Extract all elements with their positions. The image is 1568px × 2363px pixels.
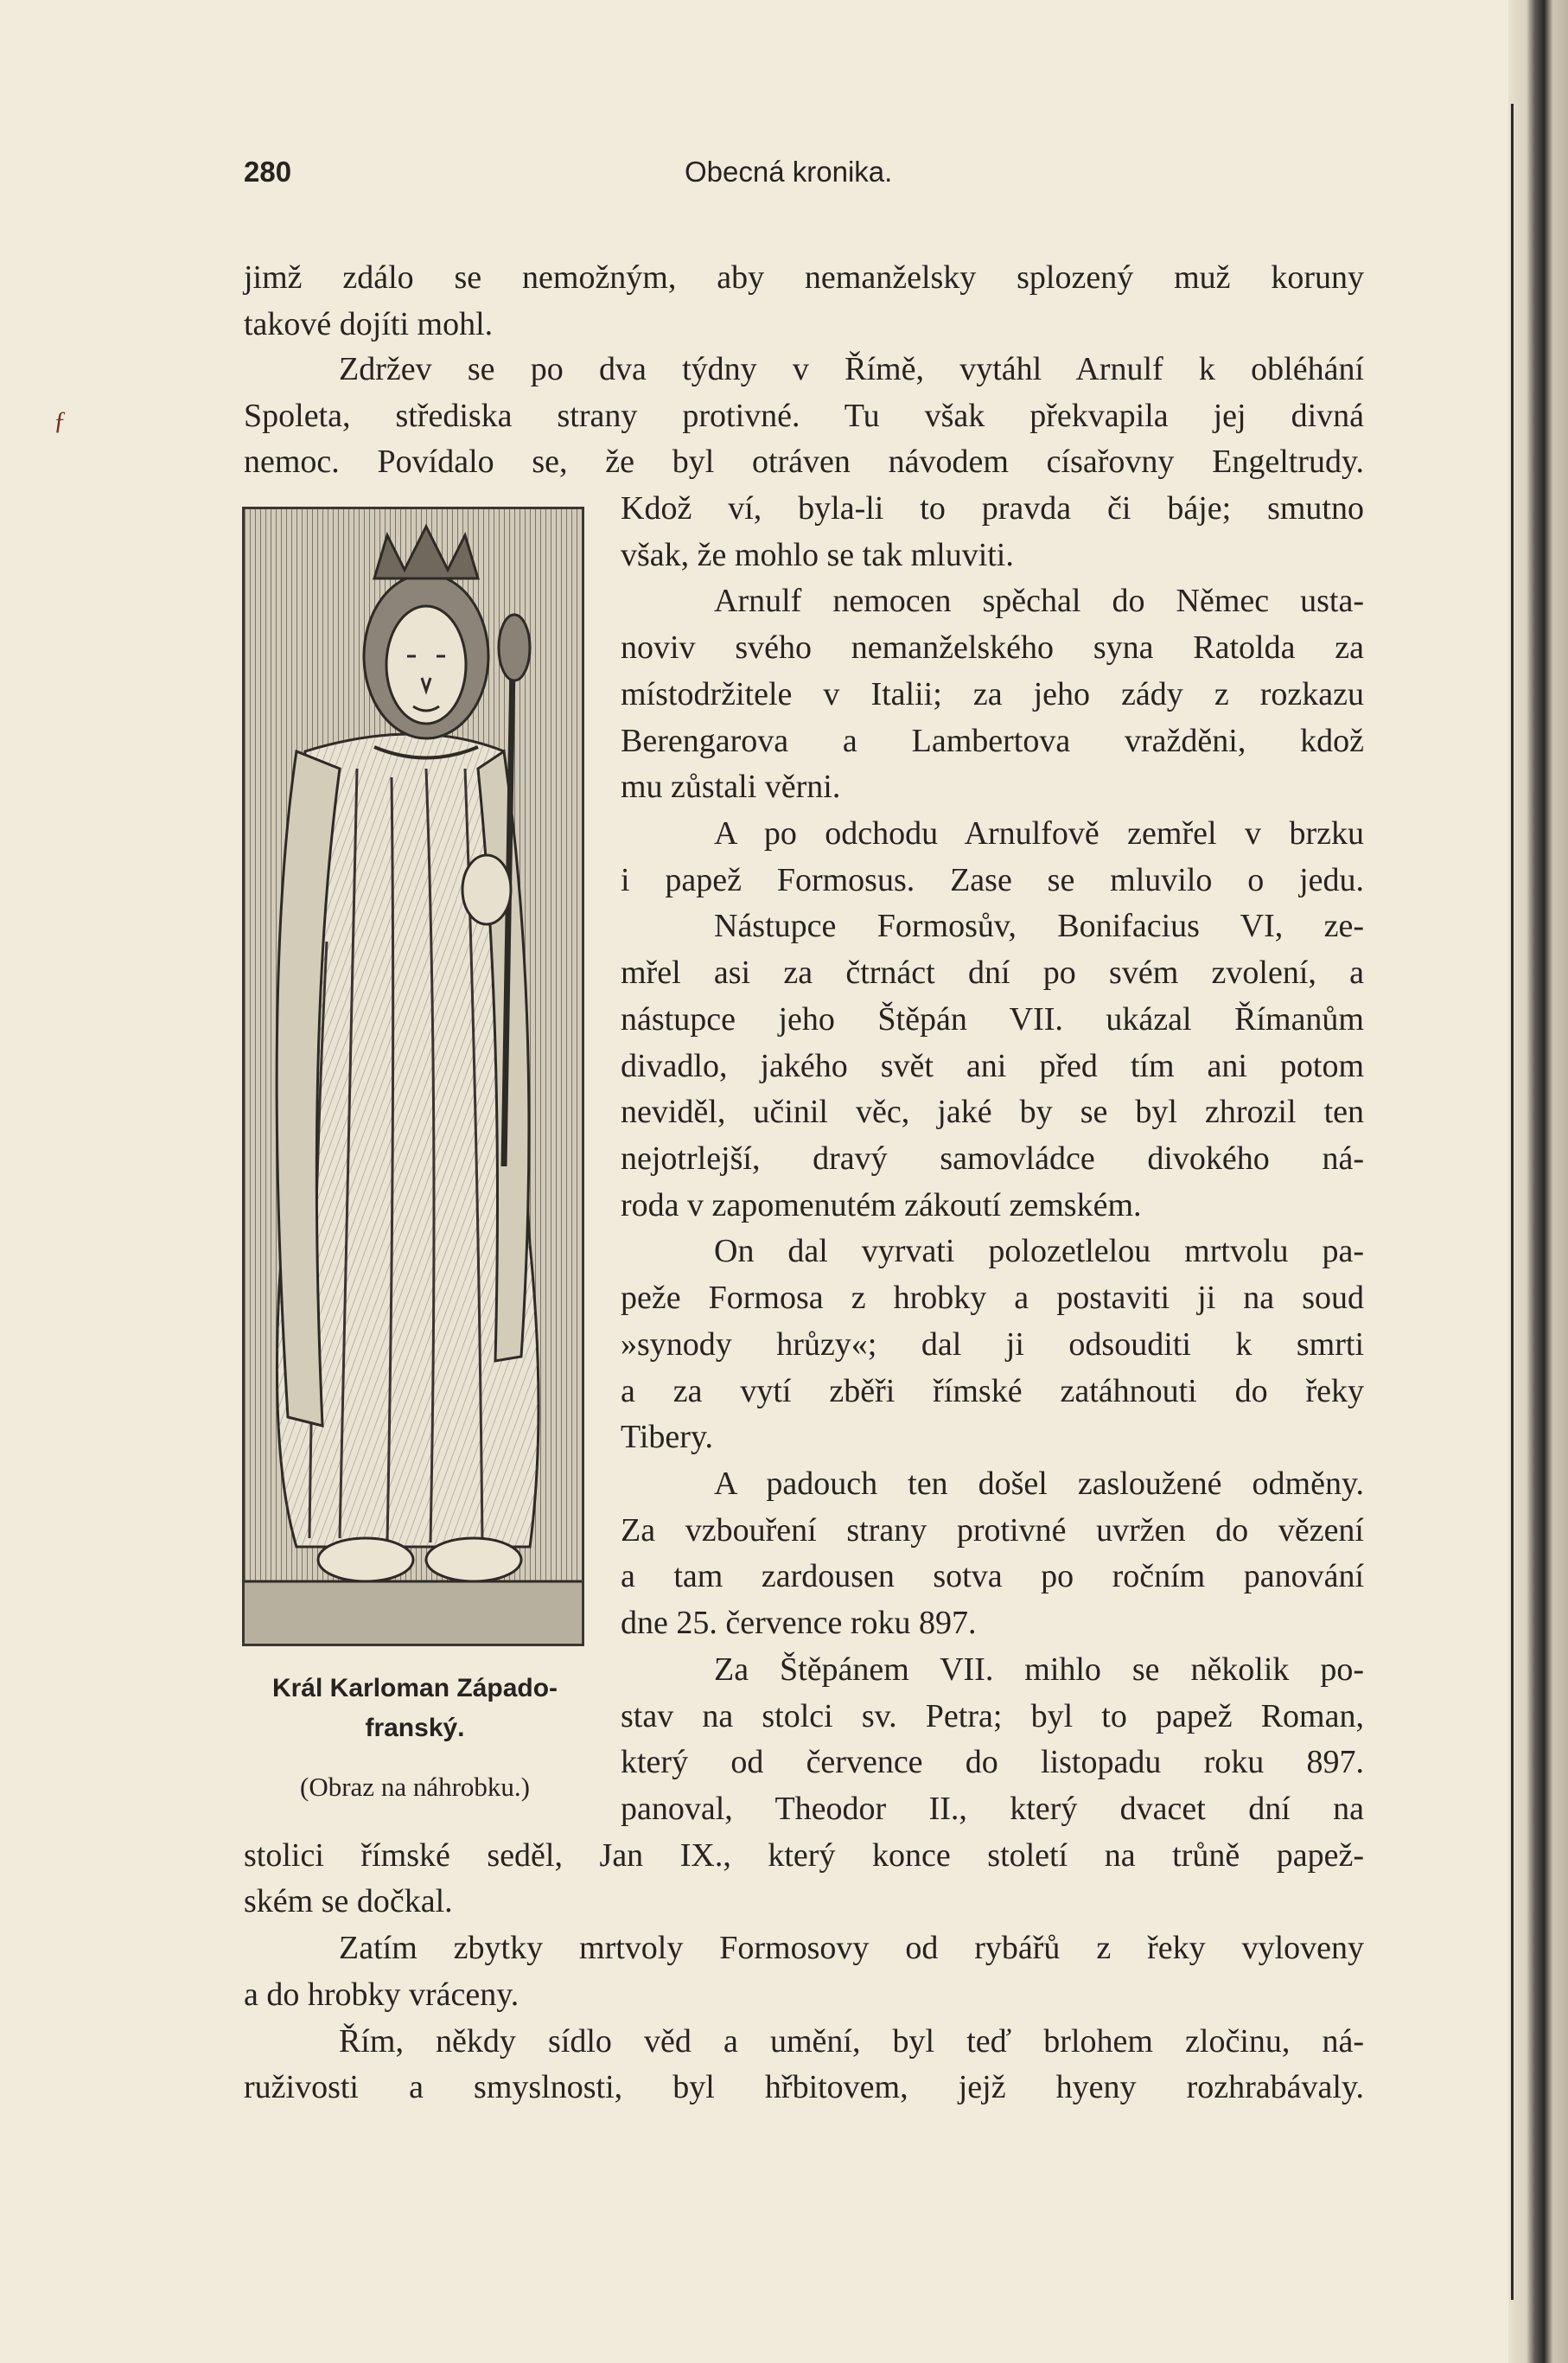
text-line: Zatím zbytky mrtvoly Formosovy od rybářů z řeky vyloveny [339, 1930, 1364, 1966]
text-line: panoval, Theodor II., který dvacet dní na [621, 1791, 1364, 1827]
text-line: On dal vyrvati polozetlelou mrtvolu pa- [714, 1233, 1364, 1269]
text-line: ském se dočkal. [244, 1883, 453, 1919]
margin-mark: ƒ [54, 406, 67, 435]
running-title: Obecná kronika. [685, 156, 893, 188]
text-line: místodržitele v Italii; za jeho zády z rozkazu [621, 676, 1364, 712]
text-line: Řím, někdy sídlo věd a umění, byl teď brlohem zločinu, ná- [339, 2023, 1364, 2060]
text-line: a do hrobky vráceny. [244, 1977, 519, 2013]
text-line: nástupce jeho Štěpán VII. ukázal Římanům [621, 1001, 1364, 1038]
running-head [244, 156, 1367, 199]
text-line: roda v zapomenutém zákoutí zemském. [621, 1187, 1142, 1223]
text-line: však, že mohlo se tak mluviti. [621, 537, 1014, 573]
text-line: Nástupce Formosův, Bonifacius VI, ze- [714, 908, 1364, 944]
page-number: 280 [244, 156, 292, 188]
text-line: divadlo, jakého svět ani před tím ani potom [621, 1048, 1364, 1084]
text-line: Za vzbouření strany protivné uvržen do vězení [621, 1512, 1364, 1549]
tomb-effigy-illustration [242, 507, 584, 1646]
text-line: Arnulf nemocen spěchal do Němec usta- [714, 583, 1364, 619]
text-line: Berengarova a Lambertova vražděni, kdož [621, 723, 1364, 759]
text-line: »synody hrůzy«; dal ji odsouditi k smrti [621, 1326, 1364, 1363]
text-line: takové dojíti mohl. [244, 306, 494, 342]
text-line: neviděl, učinil věc, jaké by se byl zhrozil ten [621, 1094, 1364, 1130]
text-line: noviv svého nemanželského syna Ratolda za [621, 629, 1364, 666]
text-line: nejotrlejší, dravý samovládce divokého ná- [621, 1140, 1364, 1177]
caption-source: (Obraz na náhrobku.) [300, 1772, 530, 1802]
binding-line [1511, 104, 1514, 2300]
text-line: Kdož ví, byla-li to pravda či báje; smutno [621, 490, 1364, 527]
text-line: ruživosti a smyslnosti, byl hřbitovem, jejž hyeny rozhrabávaly. [244, 2069, 1364, 2105]
page-edge-shadow [1508, 0, 1568, 2363]
text-line: A po odchodu Arnulfově zemřel v brzku [714, 815, 1364, 852]
text-line: stolici římské seděl, Jan IX., který konce století na trůně papež- [244, 1837, 1364, 1874]
text-line: mřel asi za čtrnáct dní po svém zvolení, a [621, 955, 1364, 991]
text-line: Za Štěpánem VII. mihlo se několik po- [714, 1651, 1364, 1688]
text-line: stav na stolci sv. Petra; byl to papež Roman, [621, 1698, 1364, 1734]
text-line: který od července do listopadu roku 897. [621, 1744, 1364, 1780]
text-line: nemoc. Povídalo se, že byl otráven návodem císařovny Engeltrudy. [244, 444, 1364, 480]
text-line: Tibery. [621, 1419, 713, 1455]
caption-title: Král Karloman Západo-franský. [271, 1674, 558, 1742]
text-line: Spoleta, střediska strany protivné. Tu však překvapila jej divná [244, 398, 1364, 434]
figure-caption [242, 1669, 588, 1807]
text-line: peže Formosa z hrobky a postaviti ji na soud [621, 1280, 1364, 1316]
text-line: dne 25. července roku 897. [621, 1605, 977, 1641]
text-line: mu zůstali věrni. [621, 769, 841, 805]
text-line: a tam zardousen sotva po ročním panování [621, 1558, 1364, 1594]
text-line: A padouch ten došel zasloužené odměny. [714, 1466, 1364, 1502]
king-effigy-icon [245, 509, 582, 1644]
text-line: jimž zdálo se nemožným, aby nemanželsky splozený muž koruny [244, 259, 1364, 296]
text-line: i papež Formosus. Zase se mluvilo o jedu. [621, 862, 1364, 898]
text-line: a za vytí zběři římské zatáhnouti do řeky [621, 1373, 1364, 1409]
text-line: Zdržev se po dva týdny v Římě, vytáhl Arnulf k obléhání [339, 351, 1364, 387]
